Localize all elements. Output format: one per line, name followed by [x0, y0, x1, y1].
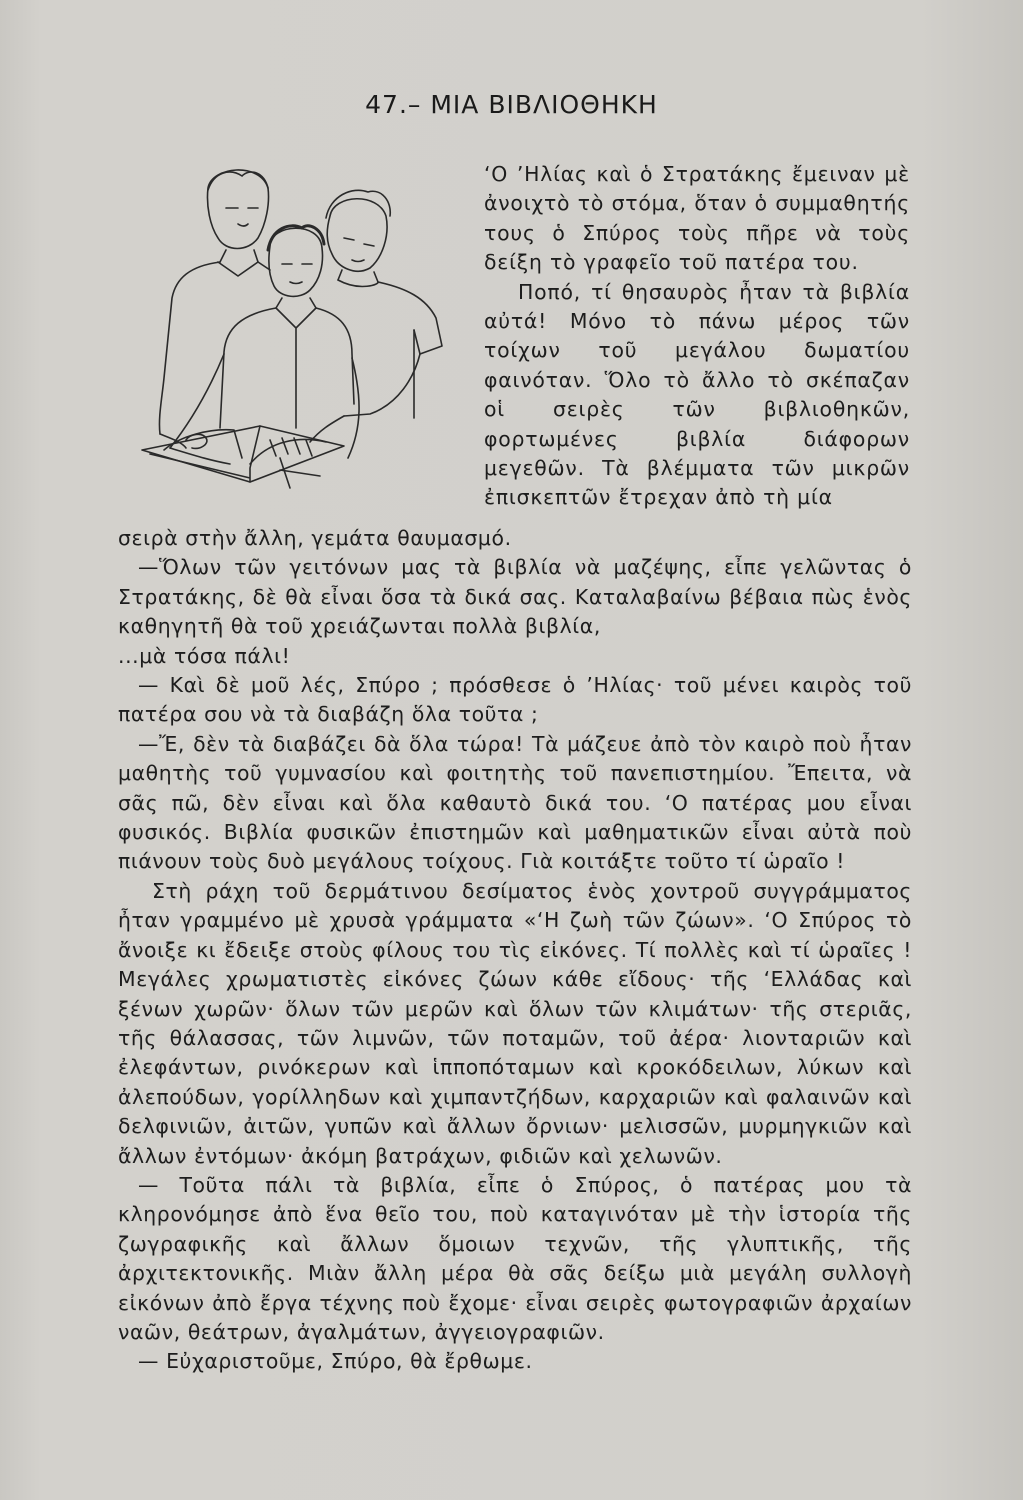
paragraph-8: — Εὐχαριστοῦμε, Σπύρο, θὰ ἔρθωμε. [138, 1349, 533, 1374]
paragraph-3b: ...μὰ τόσα πάλι! [118, 643, 291, 668]
paragraph-3: —Ὅλων τῶν γειτόνων μας τὰ βιβλία νὰ μαζέψης, εἶπε γελῶντας ὁ Στρατάκης, δὲ θὰ εἶναι ὅσα τὰ δικά σας. Καταλαβαίνω βέβαια πὼς ἑνὸς καθηγητῆ θὰ τοῦ χρειάζωνται πολλὰ βιβλία, [118, 555, 912, 639]
paragraph-2: Ποπό, τί θησαυρὸς ἦταν τὰ βιβλία αὐτά! Μόνο τὸ πάνω μέρος τῶν τοίχων τοῦ μεγάλου δωματίου φαινόταν. Ὅλο τὸ ἄλλο τὸ σκέπαζαν οἱ σειρὲς τῶν βιβλιοθηκῶν, φορτωμένες βιβλία διάφορων μεγεθῶν. Τὰ βλέμματα τῶν μικρῶν ἐπισκεπτῶν ἔτρεχαν ἀπὸ τὴ μία [484, 279, 910, 510]
paragraph-5: —Ἔ, δὲν τὰ διαβάζει δὰ ὅλα τώρα! Τὰ μάζευε ἀπὸ τὸν καιρὸ ποὺ ἦταν μαθητὴς τοῦ γυμνασίου καὶ φοιτητὴς τοῦ πανεπιστημίου. Ἔπειτα, νὰ σᾶς πῶ, δὲν εἶναι καὶ ὅλα καθαυτὸ δικά του. ‘Ο πατέρας μου εἶναι φυσικός. Βιβλία φυσικῶν ἐπιστημῶν καὶ μαθηματικῶν εἶναι αὐτὰ ποὺ πιάνουν τοὺς δυὸ μεγάλους τοίχους. Γιὰ κοιτάξτε τοῦτο τί ὡραῖο ! [118, 731, 912, 874]
paragraph-7: — Τοῦτα πάλι τὰ βιβλία, εἶπε ὁ Σπύρος, ὁ πατέρας μου τὰ κληρονόμησε ἀπὸ ἕνα θεῖο του, ποὺ καταγινόταν μὲ τὴν ἱστορία τῆς ζωγραφικῆς καὶ ἄλλων ὅμοιων τεχνῶν, τῆς γλυπτικῆς, τῆς ἀρχιτεκτονικῆς. Μιὰν ἄλλη μέρα θὰ σᾶς δείξω μιὰ μεγάλη συλλογὴ εἰκόνων ἀπὸ ἔργα τέχνης ποὺ ἔχομε· εἶναι σειρὲς φωτογραφιῶν ἀρχαίων ναῶν, θεάτρων, ἀγαλμάτων, ἀγγειογραφιῶν. [118, 1172, 912, 1344]
paragraph-4: — Καὶ δὲ μοῦ λές, Σπύρο ; πρόσθεσε ὁ ’Ηλίας· τοῦ μένει καιρὸς τοῦ πατέρα σου νὰ τὰ διαβάζη ὅλα τοῦτα ; [118, 673, 912, 727]
three-boys-illustration [130, 158, 460, 498]
main-text-block [118, 524, 912, 1377]
paragraph-1: ‘Ο ’Ηλίας καὶ ὁ Στρατάκης ἔμειναν μὲ ἀνοιχτὸ τὸ στόμα, ὅταν ὁ συμμαθητής τους ὁ Σπύρος τοὺς πῆρε νὰ τοὺς δείξη τὸ γραφεῖο τοῦ πατέρα του. [484, 162, 910, 275]
wrapped-text-block [484, 160, 910, 513]
paragraph-2-continued: σειρὰ στὴν ἄλλη, γεμάτα θαυμασμό. [118, 526, 512, 550]
paragraph-6: Στὴ ράχη τοῦ δερμάτινου δεσίματος ἑνὸς χοντροῦ συγγράμματος ἦταν γραμμένο μὲ χρυσὰ γράμματα «‘Η ζωὴ τῶν ζώων». ‘Ο Σπύρος τὸ ἄνοιξε κι ἔδειξε στοὺς φίλους του τὶς εἰκόνες. Τί πολλὲς καὶ τί ὡραῖες ! Μεγάλες χρωματιστὲς εἰκόνες ζώων κάθε εἴδους· τῆς ‘Ελλάδας καὶ ξένων χωρῶν· ὅλων τῶν μερῶν καὶ ὅλων τῶν κλιμάτων· τῆς στεριᾶς, τῆς θάλασσας, τῶν λιμνῶν, τῶν ποταμῶν, τοῦ ἀέρα· λιονταριῶν καὶ ἐλεφάντων, ρινόκερων καὶ ἱπποπόταμων καὶ κροκόδειλων, λύκων καὶ ἀλεπούδων, γορίλληδων καὶ χιμπαντζήδων, καρχαριῶν καὶ φαλαινῶν καὶ δελφινιῶν, ἀιτῶν, γυπῶν καὶ ἄλλων ὄρνιων· μελισσῶν, μυρμηγκιῶν καὶ ἄλλων ἐντόμων· ἀκόμη βατράχων, φιδιῶν καὶ χελωνῶν. [118, 878, 912, 1168]
page-title: 47.– ΜΙΑ ΒΙΒΛΙΟΘΗΚΗ [365, 90, 658, 119]
